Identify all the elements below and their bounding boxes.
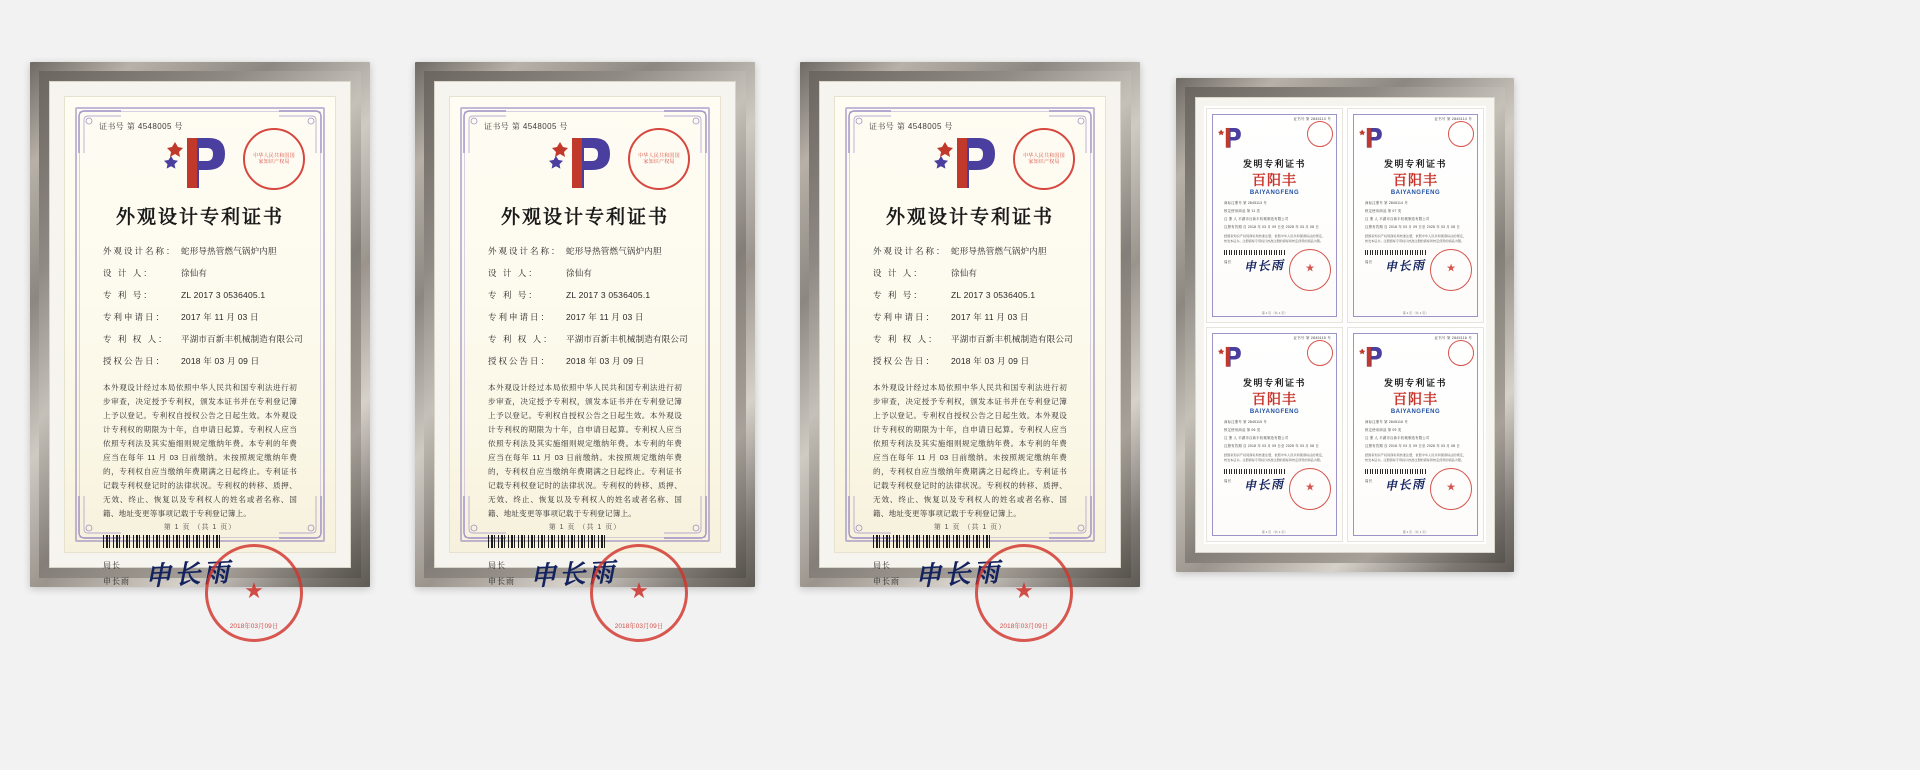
sheet-government-seal bbox=[1430, 249, 1472, 291]
sheet-government-seal bbox=[1430, 468, 1472, 510]
legal-paragraph: 本外观设计经过本局依照中华人民共和国专利法进行初步审查，决定授予专利权，颁发本证书并在专利登记簿上予以登记。专利权自授权公告之日起生效。本外观设计专利权的期限为十年，自申请日起算。专利权人应当依照专利法及其实施细则规定缴纳年费。本专利的年费应当在每年 11 月 03 日前缴纳。未按照规定缴纳年费的，专利权自应当缴纳年费期满之日起终止。专利证书记载专利权登记时的法律状况。专利权的转移、质押、无效、终止、恢复以及专利权人的姓名或者名称、国籍、地址变更等事项记载于专利登记簿上。 bbox=[103, 383, 297, 519]
field-grant-date: 授权公告日： 2018 年 03 月 09 日 bbox=[488, 356, 645, 366]
patent-office-logo-icon bbox=[1355, 124, 1389, 150]
page-title: 外观设计专利证书 bbox=[885, 207, 1054, 228]
sheet-title: 发明专利证书 bbox=[1383, 378, 1447, 388]
frame-mat bbox=[49, 81, 351, 631]
invention-certificate-sheet-3[interactable] bbox=[1206, 327, 1343, 542]
certificate-document-2 bbox=[449, 96, 721, 631]
sheet-certificate-number: 证书号 第 2845115 号 bbox=[1293, 336, 1331, 340]
sheet-handwritten-signature: 申长雨 bbox=[1384, 257, 1426, 274]
handwritten-signature: 申长雨 bbox=[914, 558, 1003, 592]
header-row bbox=[863, 126, 1077, 200]
sheet-field-class: 核定使用商品 第 09 类 bbox=[1365, 428, 1402, 432]
legal-paragraph: 本外观设计经过本局依照中华人民共和国专利法进行初步审查，决定授予专利权，颁发本证书并在专利登记簿上予以登记。专利权自授权公告之日起生效。本外观设计专利权的期限为十年，自申请日起算。专利权人应当依照专利法及其实施细则规定缴纳年费。本专利的年费应当在每年 11 月 03 日前缴纳。未按照规定缴纳年费的，专利权自应当缴纳年费期满之日起终止。专利证书记载专利权登记时的法律状况。专利权的转移、质押、无效、终止、恢复以及专利权人的姓名或者名称、国籍、地址变更等事项记载于专利登记簿上。 bbox=[873, 383, 1067, 519]
sheet-certificate-number: 证书号 第 2845114 号 bbox=[1434, 117, 1472, 121]
frame-bevel bbox=[424, 71, 746, 631]
issuing-authority-stamp: 中华人民共和国国家知识产权局 bbox=[1013, 128, 1075, 190]
handwritten-signature: 申长雨 bbox=[144, 558, 233, 592]
seal-star-icon: ★ bbox=[1305, 481, 1315, 494]
sheet-signature-label: 局长 bbox=[1224, 259, 1232, 264]
sheet-page-footer: 第 1 页 （共 1 页） bbox=[1261, 530, 1288, 534]
patent-office-logo-icon bbox=[157, 128, 243, 194]
signature-name-label: 申长雨 bbox=[873, 576, 900, 586]
legal-paragraph: 本外观设计经过本局依照中华人民共和国专利法进行初步审查，决定授予专利权，颁发本证书并在专利登记簿上予以登记。专利权自授权公告之日起生效。本外观设计专利权的期限为十年，自申请日起算。专利权人应当依照专利法及其实施细则规定缴纳年费。本专利的年费应当在每年 11 月 03 日前缴纳。未按照规定缴纳年费的，专利权自应当缴纳年费期满之日起终止。专利证书记载专利权登记时的法律状况。专利权的转移、质押、无效、终止、恢复以及专利权人的姓名或者名称、国籍、地址变更等事项记载于专利登记簿上。 bbox=[488, 383, 682, 519]
sheet-field-reg-no: 商标注册号 第 2845115 号 bbox=[1224, 420, 1267, 424]
sheet-barcode bbox=[1224, 250, 1286, 255]
sheet-page-footer: 第 1 页 （共 1 页） bbox=[1402, 530, 1429, 534]
sheet-field-validity: 注册有效期 自 2018 年 03 月 09 日至 2028 年 03 月 08 日 bbox=[1224, 225, 1319, 229]
brand-name-en: BAIYANGFENG bbox=[1390, 409, 1441, 415]
sheet-government-seal bbox=[1289, 249, 1331, 291]
seal-date: 2018年03月09日 bbox=[229, 623, 279, 631]
certificate-number-value: 第 4548005 号 bbox=[896, 122, 953, 131]
design-patent-frame-2[interactable] bbox=[415, 62, 755, 631]
field-designer: 设 计 人： 徐仙有 bbox=[488, 268, 593, 278]
frame-bevel bbox=[1185, 87, 1505, 563]
invention-certificate-sheet-1[interactable] bbox=[1206, 108, 1343, 323]
field-application-date: 专利申请日： 2017 年 11 月 03 日 bbox=[103, 312, 259, 322]
brand-logo bbox=[1355, 394, 1476, 415]
certificate-number-label: 证书号 bbox=[484, 122, 510, 131]
signature-block bbox=[488, 558, 692, 632]
sheet-signature-label: 局长 bbox=[1365, 478, 1373, 483]
field-patent-number: 专 利 号： ZL 2017 3 0536405.1 bbox=[488, 290, 651, 300]
invention-patent-quad-frame-4[interactable] bbox=[1176, 78, 1514, 572]
seal-star-icon: ★ bbox=[1446, 481, 1456, 494]
seal-star-icon: ★ bbox=[1305, 262, 1315, 275]
sheet-field-validity: 注册有效期 自 2018 年 03 月 09 日至 2028 年 03 月 08 日 bbox=[1365, 225, 1460, 229]
brand-name-cn: 百阳丰 bbox=[1393, 393, 1438, 408]
government-round-seal bbox=[975, 544, 1073, 642]
frame-glass bbox=[64, 96, 336, 631]
sheet-field-registrant: 注 册 人 平湖市百新丰机械制造有限公司 bbox=[1365, 436, 1430, 440]
patent-office-logo-icon bbox=[927, 128, 1013, 194]
signature-title-label: 局长 bbox=[873, 561, 891, 571]
sheet-signature-block bbox=[1365, 259, 1476, 289]
sheet-signature-block bbox=[1224, 259, 1335, 289]
field-patent-number: 专 利 号： ZL 2017 3 0536405.1 bbox=[103, 290, 266, 300]
frame-bevel bbox=[39, 71, 361, 631]
certificate-document-1 bbox=[64, 96, 336, 631]
sheet-legal-paragraph: 经国家知识产权局商标局核准注册，依照中华人民共和国商标法的规定，核发本证书。注册商标专用权以核准注册的商标和核定使用的商品为限。 bbox=[1224, 234, 1325, 244]
field-design-name: 外观设计名称： 蛇形导热管燃气锅炉内胆 bbox=[488, 246, 662, 256]
sheet-barcode bbox=[1365, 469, 1427, 474]
sheet-signature-block bbox=[1224, 478, 1335, 508]
government-round-seal bbox=[205, 544, 303, 642]
sheet-handwritten-signature: 申长雨 bbox=[1384, 476, 1426, 493]
field-design-name: 外观设计名称： 蛇形导热管燃气锅炉内胆 bbox=[873, 246, 1047, 256]
sheet-title: 发明专利证书 bbox=[1383, 159, 1447, 169]
sheet-field-reg-no: 商标注册号 第 2845116 号 bbox=[1365, 420, 1408, 424]
quad-sheet-grid bbox=[1204, 106, 1486, 544]
field-design-name: 外观设计名称： 蛇形导热管燃气锅炉内胆 bbox=[103, 246, 277, 256]
page-footer: 第 1 页 （共 1 页） bbox=[933, 524, 1007, 531]
sheet-government-seal bbox=[1289, 468, 1331, 510]
signature-block bbox=[873, 558, 1077, 632]
certificate-number-label: 证书号 bbox=[869, 122, 895, 131]
field-patentee: 专 利 权 人： 平湖市百新丰机械制造有限公司 bbox=[488, 334, 688, 344]
field-grant-date: 授权公告日： 2018 年 03 月 09 日 bbox=[873, 356, 1030, 366]
seal-date: 2018年03月09日 bbox=[999, 623, 1049, 631]
seal-star-icon: ★ bbox=[629, 578, 649, 604]
design-patent-frame-3[interactable] bbox=[800, 62, 1140, 631]
sheet-legal-paragraph: 经国家知识产权局商标局核准注册，依照中华人民共和国商标法的规定，核发本证书。注册商标专用权以核准注册的商标和核定使用的商品为限。 bbox=[1365, 234, 1466, 244]
signature-title-label: 局长 bbox=[488, 561, 506, 571]
issuing-authority-stamp: 中华人民共和国国家知识产权局 bbox=[628, 128, 690, 190]
seal-star-icon: ★ bbox=[244, 578, 264, 604]
sheet-legal-paragraph: 经国家知识产权局商标局核准注册，依照中华人民共和国商标法的规定，核发本证书。注册商标专用权以核准注册的商标和核定使用的商品为限。 bbox=[1224, 453, 1325, 463]
field-grant-date: 授权公告日： 2018 年 03 月 09 日 bbox=[103, 356, 260, 366]
signature-name-label: 申长雨 bbox=[103, 576, 130, 586]
signature-block bbox=[103, 558, 307, 632]
certificate-number-value: 第 4548005 号 bbox=[126, 122, 183, 131]
seal-date: 2018年03月09日 bbox=[614, 623, 664, 631]
seal-star-icon: ★ bbox=[1446, 262, 1456, 275]
sheet-field-registrant: 注 册 人 平湖市百新丰机械制造有限公司 bbox=[1365, 217, 1430, 221]
frame-mat bbox=[819, 81, 1121, 631]
sheet-certificate-number: 证书号 第 2845113 号 bbox=[1293, 117, 1331, 121]
field-patentee: 专 利 权 人： 平湖市百新丰机械制造有限公司 bbox=[103, 334, 303, 344]
invention-certificate-sheet-2[interactable] bbox=[1347, 108, 1484, 323]
sheet-field-registrant: 注 册 人 平湖市百新丰机械制造有限公司 bbox=[1224, 436, 1289, 440]
brand-logo bbox=[1214, 394, 1335, 415]
field-designer: 设 计 人： 徐仙有 bbox=[103, 268, 208, 278]
field-designer: 设 计 人： 徐仙有 bbox=[873, 268, 978, 278]
certificate-number-value: 第 4548005 号 bbox=[511, 122, 568, 131]
brand-name-en: BAIYANGFENG bbox=[1249, 409, 1300, 415]
sheet-title: 发明专利证书 bbox=[1242, 378, 1306, 388]
government-round-seal bbox=[590, 544, 688, 642]
sheet-field-class: 核定使用商品 第 06 类 bbox=[1224, 428, 1261, 432]
brand-name-cn: 百阳丰 bbox=[1393, 174, 1438, 189]
brand-name-en: BAIYANGFENG bbox=[1249, 190, 1300, 196]
field-application-date: 专利申请日： 2017 年 11 月 03 日 bbox=[873, 312, 1029, 322]
patent-office-logo-icon bbox=[1214, 124, 1248, 150]
signature-title-label: 局长 bbox=[103, 561, 121, 571]
sheet-field-reg-no: 商标注册号 第 2845114 号 bbox=[1365, 201, 1408, 205]
sheet-field-class: 核定使用商品 第 07 类 bbox=[1365, 209, 1402, 213]
seal-star-icon: ★ bbox=[1014, 578, 1034, 604]
sheet-certificate-number: 证书号 第 2845116 号 bbox=[1434, 336, 1472, 340]
handwritten-signature: 申长雨 bbox=[529, 558, 618, 592]
sheet-legal-paragraph: 经国家知识产权局商标局核准注册，依照中华人民共和国商标法的规定，核发本证书。注册商标专用权以核准注册的商标和核定使用的商品为限。 bbox=[1365, 453, 1466, 463]
sheet-page-footer: 第 1 页 （共 1 页） bbox=[1402, 311, 1429, 315]
sheet-barcode bbox=[1365, 250, 1427, 255]
barcode bbox=[488, 535, 608, 548]
sheet-signature-label: 局长 bbox=[1365, 259, 1373, 264]
page-title: 外观设计专利证书 bbox=[500, 207, 669, 228]
sheet-page-footer: 第 1 页 （共 1 页） bbox=[1261, 311, 1288, 315]
invention-certificate-sheet-4[interactable] bbox=[1347, 327, 1484, 542]
frame-glass bbox=[449, 96, 721, 631]
sheet-handwritten-signature: 申长雨 bbox=[1243, 476, 1285, 493]
patent-office-logo-icon bbox=[1214, 343, 1248, 369]
patent-office-logo-icon bbox=[542, 128, 628, 194]
sheet-barcode bbox=[1224, 469, 1286, 474]
sheet-field-validity: 注册有效期 自 2018 年 03 月 09 日至 2028 年 03 月 08 日 bbox=[1365, 444, 1460, 448]
brand-name-en: BAIYANGFENG bbox=[1390, 190, 1441, 196]
field-patent-number: 专 利 号： ZL 2017 3 0536405.1 bbox=[873, 290, 1036, 300]
certificate-number-label: 证书号 bbox=[99, 122, 125, 131]
sheet-signature-block bbox=[1365, 478, 1476, 508]
page-footer: 第 1 页 （共 1 页） bbox=[163, 524, 237, 531]
field-application-date: 专利申请日： 2017 年 11 月 03 日 bbox=[488, 312, 644, 322]
page-title: 外观设计专利证书 bbox=[115, 207, 284, 228]
sheet-field-registrant: 注 册 人 平湖市百新丰机械制造有限公司 bbox=[1224, 217, 1289, 221]
header-row bbox=[478, 126, 692, 200]
frame-glass bbox=[834, 96, 1106, 631]
sheet-round-stamp bbox=[1448, 340, 1474, 366]
brand-name-cn: 百阳丰 bbox=[1252, 174, 1297, 189]
frame-bevel bbox=[809, 71, 1131, 631]
brand-name-cn: 百阳丰 bbox=[1252, 393, 1297, 408]
frame-mat bbox=[434, 81, 736, 631]
sheet-field-class: 核定使用商品 第 11 类 bbox=[1224, 209, 1261, 213]
field-patentee: 专 利 权 人： 平湖市百新丰机械制造有限公司 bbox=[873, 334, 1073, 344]
sheet-field-reg-no: 商标注册号 第 2845113 号 bbox=[1224, 201, 1267, 205]
frame-mat bbox=[1195, 97, 1495, 553]
header-row bbox=[93, 126, 307, 200]
sheet-round-stamp bbox=[1307, 121, 1333, 147]
signature-name-label: 申长雨 bbox=[488, 576, 515, 586]
design-patent-frame-1[interactable] bbox=[30, 62, 370, 631]
frame-glass bbox=[1204, 106, 1486, 544]
brand-logo bbox=[1355, 175, 1476, 196]
issuing-authority-stamp: 中华人民共和国国家知识产权局 bbox=[243, 128, 305, 190]
barcode bbox=[103, 535, 223, 548]
patent-office-logo-icon bbox=[1355, 343, 1389, 369]
certificate-document-3 bbox=[834, 96, 1106, 631]
brand-logo bbox=[1214, 175, 1335, 196]
sheet-handwritten-signature: 申长雨 bbox=[1243, 257, 1285, 274]
page-footer: 第 1 页 （共 1 页） bbox=[548, 524, 622, 531]
sheet-signature-label: 局长 bbox=[1224, 478, 1232, 483]
barcode bbox=[873, 535, 993, 548]
sheet-round-stamp bbox=[1307, 340, 1333, 366]
sheet-round-stamp bbox=[1448, 121, 1474, 147]
sheet-field-validity: 注册有效期 自 2018 年 03 月 09 日至 2028 年 03 月 08 日 bbox=[1224, 444, 1319, 448]
sheet-title: 发明专利证书 bbox=[1242, 159, 1306, 169]
